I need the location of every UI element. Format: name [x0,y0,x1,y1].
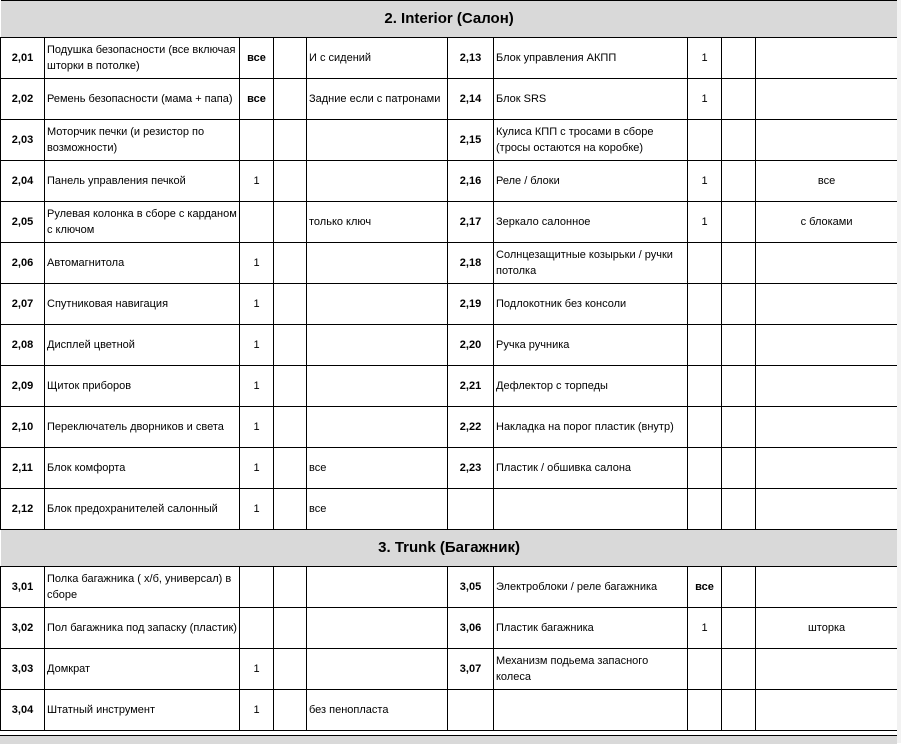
left-item-code[interactable]: 2,11 [1,448,45,489]
left-item-extra[interactable] [274,202,307,243]
right-item-extra[interactable] [722,284,756,325]
left-item-qty[interactable]: 1 [240,649,274,690]
table-row [1,567,898,608]
right-item-qty[interactable]: 1 [688,202,722,243]
right-item-qty[interactable] [688,448,722,489]
left-item-extra[interactable] [274,325,307,366]
right-item-qty[interactable]: 1 [688,38,722,79]
left-item-qty[interactable]: 1 [240,489,274,530]
left-item-note[interactable] [307,366,448,407]
left-item-note[interactable] [307,284,448,325]
left-item-note[interactable] [307,120,448,161]
left-item-extra[interactable] [274,567,307,608]
right-item-code[interactable]: 2,23 [448,448,494,489]
left-item-code[interactable]: 3,02 [1,608,45,649]
right-item-note[interactable] [756,38,898,79]
left-item-code[interactable]: 2,10 [1,407,45,448]
right-item-qty[interactable] [688,120,722,161]
right-item-name[interactable]: Блок SRS [494,79,688,120]
right-item-name[interactable]: Накладка на порог пластик (внутр) [494,407,688,448]
right-item-code[interactable]: 2,20 [448,325,494,366]
right-item-note[interactable]: с блоками [756,202,898,243]
section-header [1,530,898,567]
right-item-code[interactable]: 2,22 [448,407,494,448]
left-item-extra[interactable] [274,243,307,284]
right-item-qty[interactable] [688,243,722,284]
right-item-note[interactable] [756,243,898,284]
table-row [1,690,898,731]
left-item-note[interactable]: только ключ [307,202,448,243]
right-item-qty[interactable] [688,366,722,407]
right-item-code[interactable]: 2,19 [448,284,494,325]
left-item-extra[interactable] [274,161,307,202]
right-item-qty[interactable]: 1 [688,79,722,120]
left-item-code[interactable]: 2,02 [1,79,45,120]
right-item-name[interactable]: Зеркало салонное [494,202,688,243]
right-item-code[interactable]: 2,16 [448,161,494,202]
left-item-code[interactable]: 2,03 [1,120,45,161]
right-item-name[interactable] [494,489,688,530]
left-item-code[interactable]: 3,04 [1,690,45,731]
right-item-qty[interactable]: 1 [688,161,722,202]
right-item-extra[interactable] [722,649,756,690]
left-item-code[interactable]: 2,09 [1,366,45,407]
left-item-name[interactable]: Моторчик печки (и резистор по возможности) [45,120,240,161]
right-item-code[interactable]: 2,18 [448,243,494,284]
left-item-qty[interactable]: 1 [240,690,274,731]
left-item-note[interactable]: Задние если с патронами [307,79,448,120]
left-item-note[interactable]: все [307,489,448,530]
left-item-code[interactable]: 2,06 [1,243,45,284]
left-item-qty[interactable]: 1 [240,325,274,366]
right-item-qty[interactable] [688,489,722,530]
right-item-qty[interactable] [688,690,722,731]
table-row [1,38,898,79]
left-item-name[interactable]: Домкрат [45,649,240,690]
left-item-extra[interactable] [274,448,307,489]
left-item-name[interactable]: Автомагнитола [45,243,240,284]
left-item-extra[interactable] [274,79,307,120]
left-item-qty[interactable]: все [240,79,274,120]
right-item-extra[interactable] [722,243,756,284]
left-item-extra[interactable] [274,38,307,79]
left-item-note[interactable]: без пенопласта [307,690,448,731]
table-row [1,448,898,489]
left-item-code[interactable]: 2,12 [1,489,45,530]
right-item-note[interactable]: шторка [756,608,898,649]
right-item-extra[interactable] [722,366,756,407]
left-item-qty[interactable] [240,120,274,161]
left-item-name[interactable]: Полка багажника ( х/б, универсал) в сборе [45,567,240,608]
left-item-qty[interactable] [240,202,274,243]
right-item-note[interactable] [756,366,898,407]
left-item-code[interactable]: 2,04 [1,161,45,202]
left-item-code[interactable]: 2,07 [1,284,45,325]
right-item-code[interactable] [448,690,494,731]
right-item-name[interactable]: Пластик / обшивка салона [494,448,688,489]
left-item-qty[interactable]: 1 [240,448,274,489]
left-item-qty[interactable]: 1 [240,366,274,407]
left-item-note[interactable]: все [307,448,448,489]
left-item-extra[interactable] [274,649,307,690]
left-item-qty[interactable]: 1 [240,284,274,325]
right-item-name[interactable]: Ручка ручника [494,325,688,366]
right-item-name[interactable]: Пластик багажника [494,608,688,649]
left-item-name[interactable]: Блок предохранителей салонный [45,489,240,530]
left-item-name[interactable]: Штатный инструмент [45,690,240,731]
right-item-code[interactable] [448,489,494,530]
right-item-code[interactable]: 3,06 [448,608,494,649]
right-item-name[interactable] [494,690,688,731]
left-item-code[interactable]: 3,01 [1,567,45,608]
left-item-extra[interactable] [274,284,307,325]
right-item-code[interactable]: 2,14 [448,79,494,120]
left-item-name[interactable]: Пол багажника под запаску (пластик) [45,608,240,649]
left-item-qty[interactable]: 1 [240,243,274,284]
table-row [1,649,898,690]
right-item-note[interactable] [756,284,898,325]
table-row [1,120,898,161]
right-item-name[interactable]: Механизм подьема запасного колеса [494,649,688,690]
right-item-name[interactable]: Реле / блоки [494,161,688,202]
table-row [1,407,898,448]
right-item-name[interactable]: Электроблоки / реле багажника [494,567,688,608]
right-item-qty[interactable] [688,407,722,448]
right-item-code[interactable]: 2,21 [448,366,494,407]
right-item-code[interactable]: 3,05 [448,567,494,608]
right-item-note[interactable]: все [756,161,898,202]
table-row [1,325,898,366]
left-item-name[interactable]: Рулевая колонка в сборе с карданом с ключом [45,202,240,243]
left-item-name[interactable]: Ремень безопасности (мама + папа) [45,79,240,120]
left-item-note[interactable] [307,161,448,202]
section-title[interactable]: 3. Trunk (Багажник) [1,530,898,567]
left-item-name[interactable]: Переключатель дворников и света [45,407,240,448]
right-item-qty[interactable] [688,325,722,366]
sheet-edge [897,0,901,743]
left-item-qty[interactable]: все [240,38,274,79]
section-header [1,1,898,38]
right-item-extra[interactable] [722,325,756,366]
left-item-qty[interactable]: 1 [240,161,274,202]
left-item-name[interactable]: Панель управления печкой [45,161,240,202]
table-row [1,284,898,325]
right-item-note[interactable] [756,567,898,608]
right-item-note[interactable] [756,407,898,448]
left-item-name[interactable]: Блок комфорта [45,448,240,489]
right-item-name[interactable]: Подлокотник без консоли [494,284,688,325]
right-item-extra[interactable] [722,608,756,649]
right-item-note[interactable] [756,120,898,161]
left-item-name[interactable]: Дисплей цветной [45,325,240,366]
table-row [1,243,898,284]
right-item-code[interactable]: 2,17 [448,202,494,243]
left-item-extra[interactable] [274,608,307,649]
right-item-note[interactable] [756,448,898,489]
right-item-extra[interactable] [722,448,756,489]
table-row [1,489,898,530]
right-item-name[interactable]: Дефлектор с торпеды [494,366,688,407]
right-item-qty[interactable]: 1 [688,608,722,649]
right-item-code[interactable]: 3,07 [448,649,494,690]
left-item-qty[interactable] [240,567,274,608]
right-item-qty[interactable]: все [688,567,722,608]
left-item-extra[interactable] [274,690,307,731]
left-item-code[interactable]: 2,08 [1,325,45,366]
left-item-extra[interactable] [274,407,307,448]
left-item-code[interactable]: 2,05 [1,202,45,243]
left-item-code[interactable]: 3,03 [1,649,45,690]
right-item-qty[interactable] [688,649,722,690]
right-item-note[interactable] [756,649,898,690]
right-item-code[interactable]: 2,13 [448,38,494,79]
left-item-code[interactable]: 2,01 [1,38,45,79]
right-item-extra[interactable] [722,79,756,120]
table-row [1,608,898,649]
right-item-note[interactable] [756,325,898,366]
right-item-note[interactable] [756,690,898,731]
left-item-extra[interactable] [274,366,307,407]
left-item-note[interactable]: И с сидений [307,38,448,79]
left-item-qty[interactable]: 1 [240,407,274,448]
left-item-note[interactable] [307,649,448,690]
right-item-name[interactable]: Солнцезащитные козырьки / ручки потолка [494,243,688,284]
left-item-note[interactable] [307,325,448,366]
right-item-code[interactable]: 2,15 [448,120,494,161]
right-item-extra[interactable] [722,690,756,731]
right-item-extra[interactable] [722,407,756,448]
right-item-extra[interactable] [722,202,756,243]
left-item-extra[interactable] [274,120,307,161]
right-item-name[interactable]: Блок управления АКПП [494,38,688,79]
right-item-extra[interactable] [722,120,756,161]
right-item-extra[interactable] [722,38,756,79]
table-row [1,161,898,202]
right-item-extra[interactable] [722,567,756,608]
right-item-qty[interactable] [688,284,722,325]
right-item-extra[interactable] [722,489,756,530]
left-item-note[interactable] [307,243,448,284]
table-row [1,79,898,120]
right-item-note[interactable] [756,489,898,530]
left-item-note[interactable] [307,567,448,608]
right-item-name[interactable]: Кулиса КПП с тросами в сборе (тросы остаются на коробке) [494,120,688,161]
table-row [1,366,898,407]
left-item-name[interactable]: Подушка безопасности (все включая шторки в потолке) [45,38,240,79]
left-item-qty[interactable] [240,608,274,649]
table-row [1,202,898,243]
left-item-name[interactable]: Щиток приборов [45,366,240,407]
left-item-note[interactable] [307,608,448,649]
right-item-note[interactable] [756,79,898,120]
right-item-extra[interactable] [722,161,756,202]
left-item-extra[interactable] [274,489,307,530]
left-item-name[interactable]: Спутниковая навигация [45,284,240,325]
left-item-note[interactable] [307,407,448,448]
section-title[interactable]: 2. Interior (Салон) [1,1,898,38]
